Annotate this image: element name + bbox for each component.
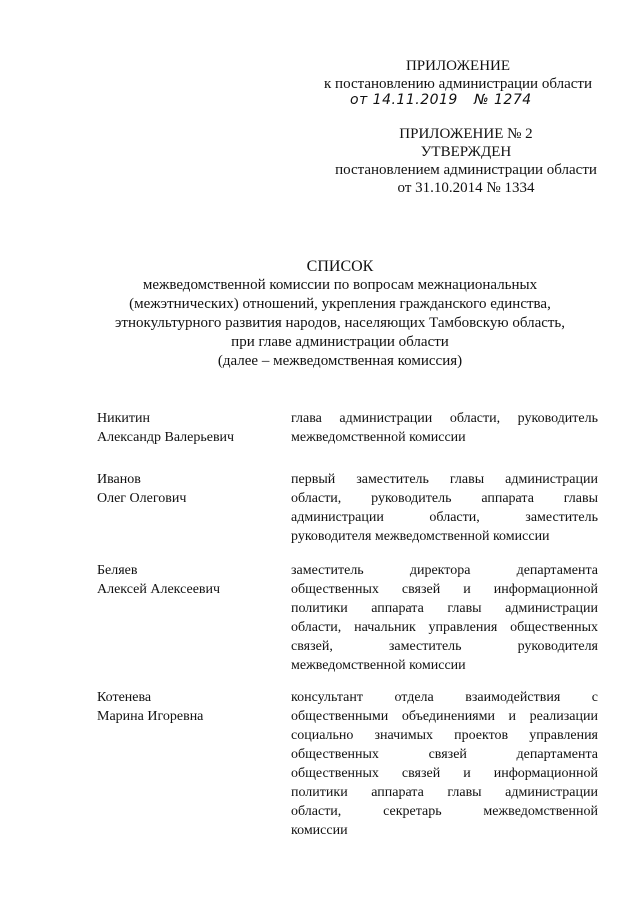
role-line: руководителя межведомственной комиссии xyxy=(291,529,550,544)
member-surname: Иванов xyxy=(97,472,141,487)
member-role xyxy=(291,561,598,675)
resolution-ref: от 31.10.2014 № 1334 xyxy=(397,180,535,196)
role-line: общественных связей и информационной xyxy=(291,582,598,597)
member-name xyxy=(97,688,277,726)
role-line: области, секретарь межведомственной xyxy=(291,804,598,819)
member-name xyxy=(97,561,277,599)
member-given-name: Олег Олегович xyxy=(97,491,187,506)
role-line: общественными объединениями и реализации xyxy=(291,709,598,724)
role-line: глава администрации области, руководитель xyxy=(291,411,598,426)
member-given-name: Марина Игоревна xyxy=(97,709,204,724)
appendix2-title: ПРИЛОЖЕНИЕ № 2 xyxy=(399,126,533,142)
member-surname: Котенева xyxy=(97,690,152,705)
list-title-line: при главе администрации области xyxy=(231,334,449,350)
handwritten-date: от 14.11.2019 xyxy=(350,92,458,108)
member-given-name: Алексей Алексеевич xyxy=(97,582,221,597)
role-line: общественных связей департамента xyxy=(291,747,598,762)
role-line: комиссии xyxy=(291,823,348,838)
list-title-line: (далее – межведомственная комиссия) xyxy=(217,353,463,369)
approved-by: постановлением администрации области xyxy=(335,162,597,178)
role-line: первый заместитель главы администрации xyxy=(291,472,598,487)
role-line: заместитель директора департамента xyxy=(291,563,598,578)
role-line: социально значимых проектов управления xyxy=(291,728,598,743)
role-line: связей, заместитель руководителя xyxy=(291,639,598,654)
list-title-line: (межэтнических) отношений, укрепления гражданского единства, xyxy=(129,296,551,312)
role-line: политики аппарата главы администрации xyxy=(291,601,598,616)
role-line: области, начальник управления общественных xyxy=(291,620,598,635)
list-heading: СПИСОК xyxy=(306,258,374,275)
appendix-header xyxy=(320,57,596,93)
member-role xyxy=(291,409,598,447)
appendix-subtitle: к постановлению администрации области xyxy=(324,76,592,92)
role-line: администрации области, заместитель xyxy=(291,510,598,525)
role-line: общественных связей и информационной xyxy=(291,766,598,781)
list-title xyxy=(60,257,620,371)
handwritten-number: № 1274 xyxy=(474,92,532,108)
member-given-name: Александр Валерьевич xyxy=(97,430,235,445)
role-line: области, руководитель аппарата главы xyxy=(291,491,598,506)
member-surname: Беляев xyxy=(97,563,138,578)
member-role xyxy=(291,688,598,840)
list-title-line: межведомственной комиссии по вопросам межнациональных xyxy=(142,277,538,293)
member-name xyxy=(97,470,277,508)
member-surname: Никитин xyxy=(97,411,150,426)
appendix-title: ПРИЛОЖЕНИЕ xyxy=(405,58,511,74)
member-name xyxy=(97,409,277,447)
appendix2-header xyxy=(330,125,602,197)
member-role xyxy=(291,470,598,546)
role-line: консультант отдела взаимодействия с xyxy=(291,690,598,705)
list-title-line: этнокультурного развития народов, населяющих Тамбовскую область, xyxy=(114,315,566,331)
role-line: политики аппарата главы администрации xyxy=(291,785,598,800)
approved-label: УТВЕРЖДЕН xyxy=(420,144,512,160)
role-line: межведомственной комиссии xyxy=(291,430,466,445)
role-line: межведомственной комиссии xyxy=(291,658,466,673)
